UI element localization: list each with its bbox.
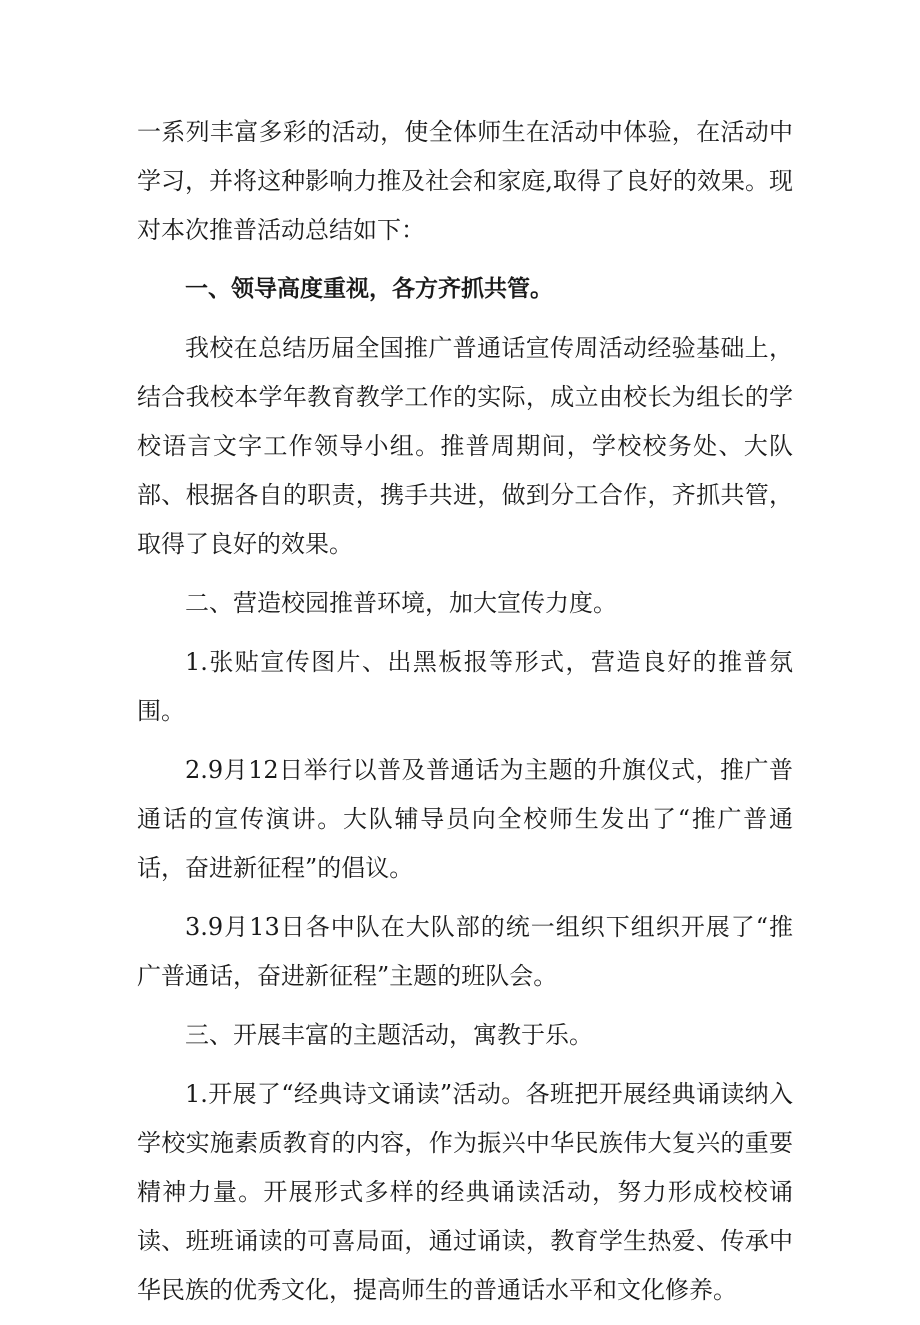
intro-paragraph: 一系列丰富多彩的活动，使全体师生在活动中体验，在活动中学习，并将这种影响力推及社会和家庭,取得了良好的效果。现对本次推普活动总结如下：: [137, 118, 793, 244]
section-2-item-2: 2.9月12日举行以普及普通话为主题的升旗仪式，推广普通话的宣传演讲。大队辅导员向全校师生发出了“推广普通话，奋进新征程”的倡议。: [137, 756, 793, 882]
section-2-item-3: 3.9月13日各中队在大队部的统一组织下组织开展了“推广普通话，奋进新征程”主题的班队会。: [137, 913, 793, 990]
section-heading-1: 一、领导高度重视，各方齐抓共管。: [185, 276, 553, 302]
section-2-item-1: 1.张贴宣传图片、出黑板报等形式，营造良好的推普氛围。: [137, 648, 793, 725]
section-heading-3: 三、开展丰富的主题活动，寓教于乐。: [185, 1021, 593, 1049]
section-1-body: 我校在总结历届全国推广普通话宣传周活动经验基础上，结合我校本学年教育教学工作的实际，成立由校长为组长的学校语言文字工作领导小组。推普周期间，学校校务处、大队部、根据各自的职责，携手共进，做到分工合作，齐抓共管，取得了良好的效果。: [137, 334, 793, 558]
section-3-item-1: 1.开展了“经典诗文诵读”活动。各班把开展经典诵读纳入学校实施素质教育的内容，作为振兴中华民族伟大复兴的重要精神力量。开展形式多样的经典诵读活动，努力形成校校诵读、班班诵读的可喜局面，通过诵读，教育学生热爱、传承中华民族的优秀文化，提高师生的普通话水平和文化修养。: [137, 1080, 793, 1304]
section-heading-2: 二、营造校园推普环境，加大宣传力度。: [185, 589, 617, 617]
document-page: [137, 108, 793, 1325]
